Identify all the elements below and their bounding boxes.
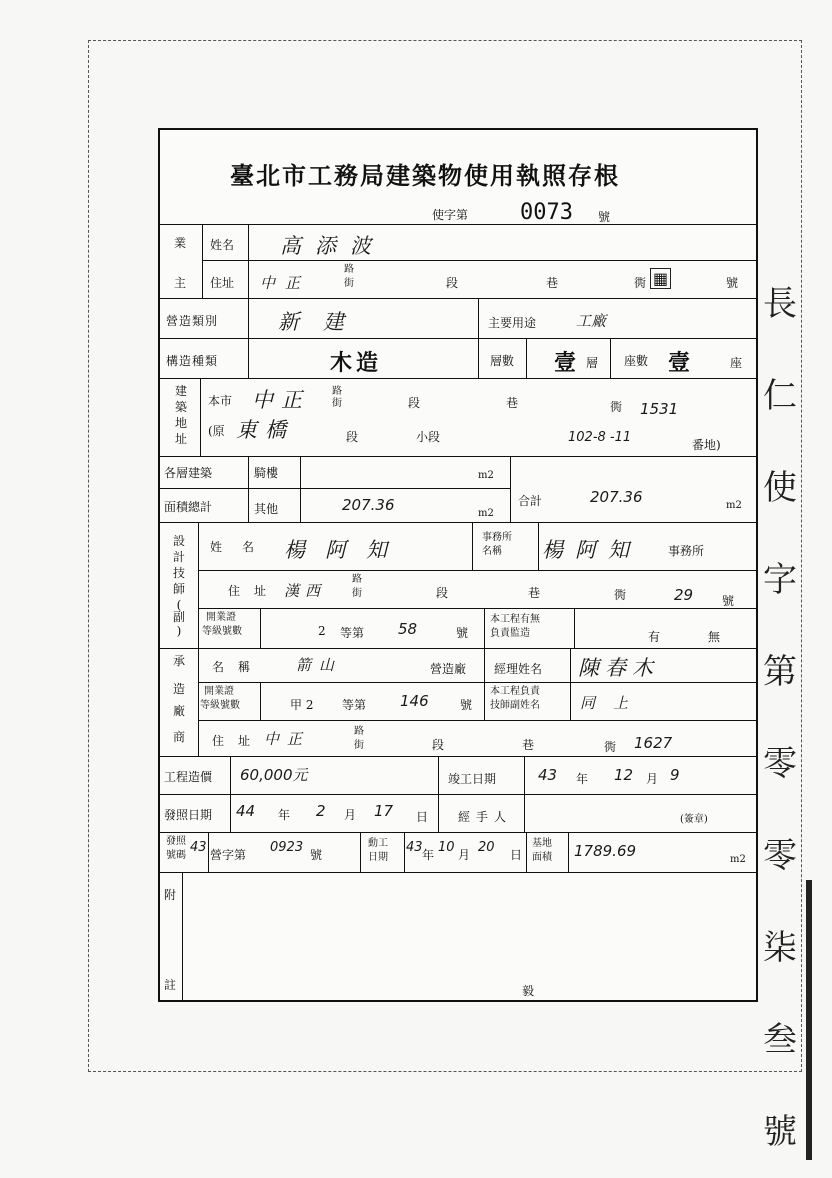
owner-label: 主 xyxy=(174,276,187,290)
seal-label: (簽章) xyxy=(680,814,708,825)
site-label: 地 xyxy=(174,416,187,430)
sub-section-label: 小段 xyxy=(416,430,441,444)
completion-date-label: 竣工日期 xyxy=(448,772,497,786)
architect-label: 師 xyxy=(172,582,185,596)
main-use-label: 主要用途 xyxy=(488,316,537,330)
cost-value: 60,000元 xyxy=(240,766,308,784)
license-number: 58 xyxy=(398,620,418,638)
permit-number: 0073 xyxy=(520,200,573,225)
unit-label: m2 xyxy=(478,508,494,519)
contractor-address-no: 1627 xyxy=(634,734,673,752)
site-alley-number: 1531 xyxy=(640,400,679,418)
road-label: 路 xyxy=(352,574,362,585)
contractor-label: 承 xyxy=(172,654,185,668)
issue-day: 17 xyxy=(374,802,394,820)
no-option: 無 xyxy=(708,630,721,644)
architect-name: 楊阿知 xyxy=(284,538,407,562)
architect-label: 副 xyxy=(172,610,185,624)
contractor-name-label: 名稱 xyxy=(212,660,265,674)
day-label: 日 xyxy=(416,810,429,824)
permit-suffix: 號 xyxy=(598,210,611,224)
start-month: 10 xyxy=(438,840,455,855)
owner-name-label: 姓名 xyxy=(210,238,235,252)
site-label: 建 xyxy=(174,384,187,398)
count-label: 座數 xyxy=(624,354,649,368)
side-annotation xyxy=(760,258,800,1178)
land-area-value: 1789.69 xyxy=(574,842,637,860)
bottom-mark: 毅 xyxy=(522,984,535,998)
road-label: 路 xyxy=(354,726,364,737)
lane-label: 巷 xyxy=(522,738,535,752)
area-label: 各層建築 xyxy=(164,466,213,480)
original-label: (原 xyxy=(208,424,225,438)
land-area-label: 基地 xyxy=(532,838,552,849)
side-char: 號 xyxy=(763,1112,797,1152)
floors-unit: 層 xyxy=(586,356,599,370)
site-label: 築 xyxy=(174,400,187,414)
lot-number: 102-8 -11 xyxy=(568,430,632,445)
grade-label: 等第 xyxy=(340,626,365,640)
handler-label: 經手人 xyxy=(458,810,513,824)
start-date-label: 日期 xyxy=(368,852,388,863)
year-label: 年 xyxy=(422,848,435,862)
owner-label: 業 xyxy=(174,236,187,250)
unit-label: m2 xyxy=(726,500,742,511)
street-label: 街 xyxy=(344,278,354,289)
architect-label: ( xyxy=(176,598,182,612)
construction-type-label: 營造類別 xyxy=(166,314,219,328)
site-label: 址 xyxy=(174,432,187,446)
architect-label: ) xyxy=(176,624,182,638)
floors-value: 壹 xyxy=(554,350,577,376)
month-label: 月 xyxy=(646,772,659,786)
scan-edge xyxy=(806,880,812,1160)
start-day: 20 xyxy=(478,840,495,855)
completion-day: 9 xyxy=(670,766,680,784)
side-char: 柒 xyxy=(763,928,797,968)
count-value: 壹 xyxy=(668,350,691,376)
license-label: 開業證 xyxy=(204,686,234,697)
month-label: 月 xyxy=(344,808,357,822)
side-char: 零 xyxy=(763,744,797,784)
issue-year: 44 xyxy=(236,802,256,820)
total-area-value: 207.36 xyxy=(590,488,643,506)
office-suffix: 事務所 xyxy=(668,544,705,558)
license-label: 開業證 xyxy=(206,612,236,623)
section-label: 段 xyxy=(436,586,449,600)
manager-label: 經理姓名 xyxy=(494,662,543,676)
technician-label: 技師副姓名 xyxy=(490,700,540,711)
land-area-label: 面積 xyxy=(532,852,552,863)
number-label: 號 xyxy=(722,594,735,608)
section-label: 段 xyxy=(432,738,445,752)
number-label: 號 xyxy=(456,626,469,640)
architect-label: 設 xyxy=(172,534,185,548)
architect-address-label: 住址 xyxy=(228,584,281,598)
owner-address-district: 中正 xyxy=(260,274,311,292)
completion-month: 12 xyxy=(614,766,634,784)
license-label: 等級號數 xyxy=(200,700,240,711)
yes-option: 有 xyxy=(648,630,661,644)
side-char: 長 xyxy=(763,284,797,324)
technician-label: 本工程負責 xyxy=(490,686,540,697)
permit-ref-label: 發照 xyxy=(166,836,186,847)
owner-name-value: 高添波 xyxy=(280,234,385,258)
technician-value: 同上 xyxy=(580,694,647,712)
contractor-label: 廠 xyxy=(172,704,185,718)
alley-label: 衖 xyxy=(614,588,627,602)
side-char: 零 xyxy=(763,836,797,876)
form-title: 臺北市工務局建築物使用執照存根 xyxy=(230,161,620,190)
permit-prefix: 使字第 xyxy=(432,208,469,222)
permit-ref-label: 號碼 xyxy=(166,850,186,861)
count-unit: 座 xyxy=(730,356,743,370)
issue-date-label: 發照日期 xyxy=(164,808,213,822)
street-label: 街 xyxy=(352,588,362,599)
supervision-label: 本工程有無 xyxy=(490,614,540,625)
start-year: 43 xyxy=(406,840,423,855)
start-date-label: 動工 xyxy=(368,838,388,849)
permit-ref-prefix: 營字第 xyxy=(210,848,247,862)
architect-label: 計 xyxy=(172,550,185,564)
floors-label: 層數 xyxy=(490,354,515,368)
side-char: 第 xyxy=(763,652,797,692)
structure-value: 木造 xyxy=(330,350,383,376)
lane-label: 巷 xyxy=(528,586,541,600)
day-label: 日 xyxy=(510,848,523,862)
lane-label: 巷 xyxy=(506,396,519,410)
total-label: 合計 xyxy=(518,494,543,508)
completion-year: 43 xyxy=(538,766,558,784)
license-number: 146 xyxy=(400,692,429,710)
year-label: 年 xyxy=(576,772,589,786)
structure-label: 構造種類 xyxy=(166,354,219,368)
office-name: 楊阿知 xyxy=(542,538,641,562)
contractor-label: 商 xyxy=(172,730,185,744)
cost-label: 工程造價 xyxy=(164,770,213,784)
arcade-label: 騎樓 xyxy=(254,466,279,480)
owner-address-label: 住址 xyxy=(210,276,235,290)
issue-month: 2 xyxy=(316,802,326,820)
license-label: 等級號數 xyxy=(202,626,242,637)
unit-label: m2 xyxy=(478,470,494,481)
section-label: 段 xyxy=(346,430,359,444)
area-label: 面積總計 xyxy=(164,500,213,514)
year-label: 年 xyxy=(278,808,291,822)
other-area-value: 207.36 xyxy=(342,496,395,514)
permit-stub-form: 臺北市工務局建築物使用執照存根 使字第 0073 號 業 主 姓名 高添波 住址 中正 路 街 段 巷 衖 ▦ 號 營造類別 新建 主要用途 工廠 構造種類 木造 層數 壹 層 座數 壹 座 建 築 地 址 本市 中正 路 街 段 巷 衖 1531 (原 東橋 段 小段 102-8 -11 番地) 各層建築 面積總計 騎樓 m2 其他 207.36 m2 合計 207.36 m2 設 計 技 師 ( 副 ) 姓名 楊阿知 事務所 名稱 楊阿知 事務所 住址 漢西 路 街 段 巷 衖 29 號 開業證 等級號數 2 等第 58 號 本工程有無 負責監造 有 無 承 造 廠 商 名稱 箭山 營造廠 經理姓名 陳春木 開業證 等級號數 甲 2 等第 146 號 本工程負責 技師副姓名 同上 住址 中正 路 街 段 巷 衖 1627 工程造價 60,000元 竣工日期 43 年 12 月 9 發照日期 44 年 2 月 17 日 經手人 (簽章) 發照 號碼 43 營字第 0923 號 動工 日期 43 年 10 月 20 日 基地 面積 1789.69 m2 附 註 毅 xyxy=(158,128,758,1002)
notes-label: 附 xyxy=(164,888,177,902)
street-label: 街 xyxy=(354,740,364,751)
grade-label: 等第 xyxy=(342,698,367,712)
construction-type-value: 新建 xyxy=(278,310,368,334)
license-grade: 甲 2 xyxy=(290,698,314,712)
side-char: 使 xyxy=(763,468,797,508)
office-label: 事務所 xyxy=(482,532,512,543)
original-name: 東橋 xyxy=(236,418,294,442)
office-label: 名稱 xyxy=(482,546,502,557)
architect-address-no: 29 xyxy=(674,586,694,604)
architect-label: 技 xyxy=(172,566,185,580)
number-label: 號 xyxy=(460,698,473,712)
contractor-address: 中正 xyxy=(264,730,311,748)
section-label: 段 xyxy=(408,396,421,410)
site-city-label: 本市 xyxy=(208,394,233,408)
month-label: 月 xyxy=(458,848,471,862)
contractor-label: 造 xyxy=(172,682,185,696)
section-label: 段 xyxy=(446,276,459,290)
license-grade: 2 xyxy=(318,624,326,638)
contractor-name: 箭山 xyxy=(296,656,343,674)
supervision-label: 負責監造 xyxy=(490,628,530,639)
road-label: 路 xyxy=(344,264,354,275)
main-use-value: 工廠 xyxy=(576,312,607,330)
road-label: 路 xyxy=(332,386,342,397)
unit-label: m2 xyxy=(730,854,746,865)
alley-label: 衖 xyxy=(610,400,623,414)
number-label: 號 xyxy=(310,848,323,862)
contractor-suffix: 營造廠 xyxy=(430,662,467,676)
lane-label: 巷 xyxy=(546,276,559,290)
manager-name: 陳春木 xyxy=(578,656,659,680)
side-char: 叁 xyxy=(763,1020,797,1060)
contractor-address-label: 住址 xyxy=(212,734,265,748)
architect-address: 漢西 xyxy=(284,582,327,600)
permit-ref-year: 43 xyxy=(190,840,207,855)
lot-label: 番地) xyxy=(692,438,721,452)
side-char: 仁 xyxy=(763,376,797,416)
alley-label: 衖 xyxy=(634,276,647,290)
alley-label: 衖 xyxy=(604,740,617,754)
street-label: 街 xyxy=(332,398,342,409)
architect-name-label: 姓名 xyxy=(210,540,275,554)
number-label: 號 xyxy=(726,276,739,290)
site-district: 中正 xyxy=(252,388,310,412)
side-char: 字 xyxy=(763,560,797,600)
permit-ref-number: 0923 xyxy=(270,840,304,855)
notes-label: 註 xyxy=(164,978,177,992)
other-label: 其他 xyxy=(254,502,279,516)
